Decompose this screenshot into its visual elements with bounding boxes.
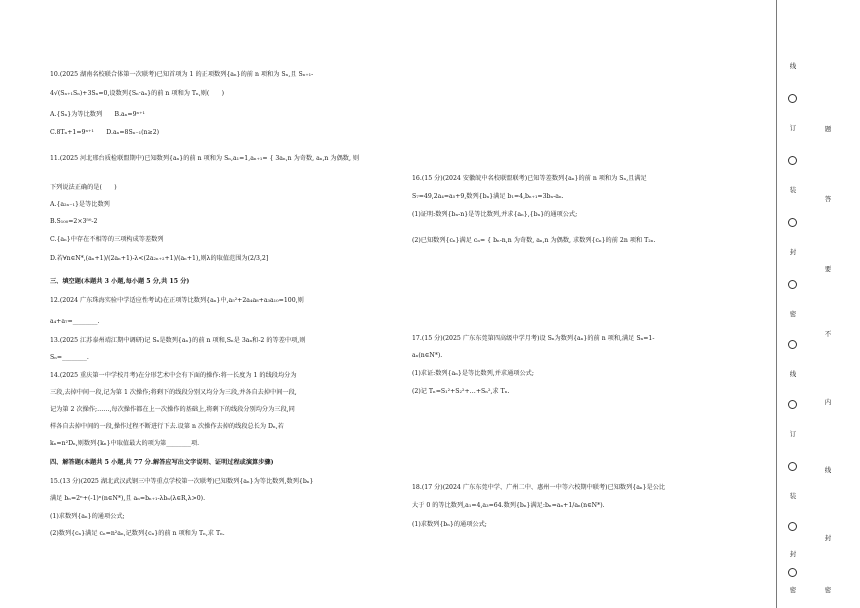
q14-line-4: 样各自去掉中间的一段,操作过程不断进行下去.设第 n 次操作去掉的线段总长为 Dₙ,若	[50, 423, 284, 430]
binding-char: 答	[824, 195, 832, 203]
binding-hole	[788, 94, 797, 103]
binding-char: 封	[789, 248, 797, 256]
q13-line-1: 13.(2025 江苏泰州靖江期中调研)记 Sₙ是数列{aₙ}的前 n 项和,Sₙ是 3aₙ和-2 的等差中项,则	[50, 337, 306, 344]
binding-hole	[788, 156, 797, 165]
q18-line-1: 18.(17 分)(2024 广东东莞中学、广州二中、惠州一中等六校期中联考)已知数列{aₙ}是公比	[412, 484, 666, 491]
q16-part-1: (1)证明:数列{bₙ-n}是等比数列,并求{aₙ},{bₙ}的通项公式;	[412, 211, 578, 218]
binding-hole	[788, 462, 797, 471]
q14-line-3: 记为第 2 次操作;……,每次操作都在上一次操作的基础上,将剩下的线段分别均分为三段,同	[50, 406, 295, 413]
q14-line-5: kₙ=n²Dₙ,则数列{kₙ}中取值最大的项为第________项.	[50, 440, 200, 447]
q11-option-a: A.{a₂ₙ₋₁}是等比数列	[50, 201, 110, 208]
q15-part-1: (1)求数列{aₙ}的通项公式;	[50, 513, 125, 520]
q16-part-2: (2)已知数列{cₙ}满足 cₙ= { bₙ-n,n 为奇数, aₙ,n 为偶数, 求数列{cₙ}的前 2n 项和 T₂ₙ.	[412, 237, 656, 244]
q10-option-cd: C.8Tₙ+1=9ⁿ⁺¹ D.aₙ=8Sₙ₋₁(n≥2)	[50, 129, 160, 136]
binding-char: 订	[789, 430, 797, 438]
q16-line-1: 16.(15 分)(2024 安徽皖中名校联盟联考)已知等差数列{aₙ}的前 n 项和为 Sₙ,且满足	[412, 175, 647, 182]
q11-option-d: D.若∀n∈N*,(aₙ+1)/(2aₙ+1)-λ<(2a₂ₙ₊₂+1)/(aₙ+1),则λ的取值范围为(2/3,2]	[50, 255, 269, 262]
binding-line	[776, 0, 777, 608]
q10-line-1: 10.(2025 湖南名校联合体第一次联考)已知首项为 1 的正项数列{aₙ}的前 n 项和为 Sₙ,且 Sₙ₊₁-	[50, 71, 314, 78]
q10-option-ab: A.{Sₙ}为等比数列 B.aₙ=9ⁿ⁺¹	[50, 111, 145, 118]
binding-char: 线	[789, 370, 797, 378]
q15-line-2: 满足 bₙ=2ⁿ+(-1)ⁿ(n∈N*),且 aₙ=bₙ₊₁-λbₙ(λ∈R,λ>0).	[50, 495, 206, 502]
binding-hole	[788, 280, 797, 289]
q12-line-2: a₄+a₇=________.	[50, 318, 100, 325]
binding-hole	[788, 218, 797, 227]
q18-line-2: 大于 0 的等比数列,a₁=4,a₃=64.数列{bₙ}满足:bₙ=aₙ+1/aₙ(n∈N*).	[412, 502, 605, 509]
binding-hole	[788, 400, 797, 409]
q17-part-2: (2)记 Tₙ=S₁²+S₂²+…+Sₙ²,求 Tₙ.	[412, 388, 510, 395]
binding-char: 线	[824, 466, 832, 474]
q13-line-2: Sₙ=________.	[50, 354, 89, 361]
q11-line-2: 下列说法正确的是( )	[50, 184, 117, 191]
q15-part-2: (2)数列{cₙ}满足 cₙ=n²aₙ,记数列{cₙ}的前 n 项和为 Tₙ,求 Tₙ.	[50, 530, 225, 537]
q14-line-2: 三段,去掉中间一段,记为第 1 次操作;将剩下的线段分别又均分为三段,并各自去掉中间一段,	[50, 389, 297, 396]
q17-line-1: 17.(15 分)(2025 广东东莞第四高级中学月考)设 Sₙ为数列{aₙ}的前 n 项和,满足 Sₙ=1-	[412, 335, 655, 342]
binding-char: 线	[789, 62, 797, 70]
binding-hole	[788, 340, 797, 349]
binding-char: 密	[824, 586, 832, 594]
q18-part-1: (1)求数列{bₙ}的通项公式;	[412, 521, 487, 528]
binding-char: 内	[824, 398, 832, 406]
binding-hole	[788, 522, 797, 531]
q11-option-c: C.{aₙ}中存在不相等的三项构成等差数列	[50, 236, 164, 243]
q12-line-1: 12.(2024 广东珠海实验中学适应性考试)在正项等比数列{aₙ}中,a₅²+2a₄a₈+a₃a₁₀=100,则	[50, 297, 304, 304]
q16-line-2: S₇=49,2a₄=a₅+9,数列{bₙ}满足 b₁=4,bₙ₊₁=3bₙ-aₙ.	[412, 193, 564, 200]
binding-char: 密	[789, 586, 797, 594]
section-4-heading: 四、解答题(本题共 5 小题,共 77 分.解答应写出文字说明、证明过程或演算步骤)	[50, 459, 274, 466]
binding-char: 封	[789, 550, 797, 558]
binding-char: 要	[824, 265, 832, 273]
q15-line-1: 15.(13 分)(2025 湖北武汉武钢三中等重点学校第一次联考)已知数列{aₙ}为等比数列,数列{bₙ}	[50, 478, 314, 485]
binding-char: 密	[789, 310, 797, 318]
q10-line-2: 4√(Sₙ₊₁Sₙ)+3Sₙ=0,设数列{Sₙ·aₙ}的前 n 项和为 Tₙ,则( )	[50, 90, 225, 97]
binding-char: 装	[789, 186, 797, 194]
section-3-heading: 三、填空题(本题共 3 小题,每小题 5 分,共 15 分)	[50, 278, 190, 285]
binding-char: 封	[824, 534, 832, 542]
q17-part-1: (1)求证:数列{aₙ}是等比数列,并求通项公式;	[412, 370, 534, 377]
q11-option-b: B.S₁₀₀=2×3⁵⁰-2	[50, 218, 98, 225]
binding-char: 装	[789, 492, 797, 500]
binding-hole	[788, 568, 797, 577]
q14-line-1: 14.(2025 重庆第一中学校月考)在分形艺术中会有下面的操作:将一长度为 1 的线段均分为	[50, 372, 297, 379]
q11-line-1: 11.(2025 河北邢台质检联盟期中)已知数列{aₙ}的前 n 项和为 Sₙ,a₁=1,aₙ₊₁= { 3aₙ,n 为奇数, aₙ,n 为偶数, 则	[50, 155, 360, 162]
q17-line-2: aₙ(n∈N*).	[412, 352, 443, 359]
binding-char: 订	[789, 124, 797, 132]
binding-char: 题	[824, 125, 832, 133]
binding-char: 不	[824, 330, 832, 338]
